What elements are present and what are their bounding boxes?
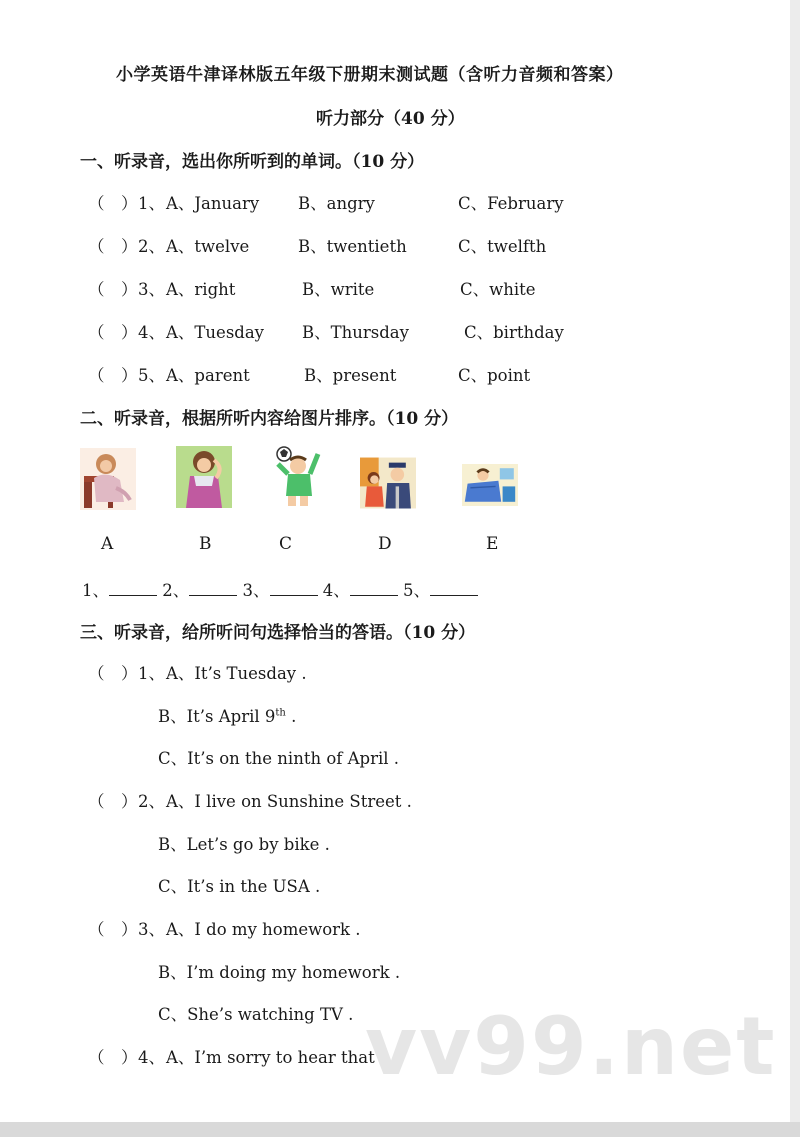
option-b: B、Let’s go by bike . [158, 835, 330, 854]
option-a: A、It’s Tuesday . [166, 664, 307, 683]
answer-bracket[interactable]: （ ） [88, 237, 138, 256]
option-c: C、It’s in the USA . [158, 877, 321, 896]
option-a: A、I do my homework . [166, 920, 361, 939]
option-b: B、Thursday [302, 323, 409, 342]
option-b: B、angry [298, 194, 375, 213]
question-number: 1、 [138, 664, 165, 683]
picture-label-c: C [279, 534, 293, 554]
police-officer-picture [360, 452, 416, 514]
answer-bracket[interactable]: （ ） [88, 194, 138, 213]
blank-label: 4、 [322, 581, 350, 600]
picture-label-d: D [378, 534, 392, 554]
item-number: 3、 [138, 280, 165, 299]
option-b: B、present [304, 366, 397, 385]
option-c: C、She’s watching TV . [158, 1005, 354, 1024]
girl-on-chair-picture [80, 448, 136, 510]
blank-5[interactable] [430, 580, 478, 596]
picture-label-a: A [101, 534, 114, 554]
sick-girl-picture [176, 446, 232, 508]
section2-heading: 二、听录音，根据所听内容给图片排序。（10 分） [80, 409, 459, 429]
blank-4[interactable] [350, 580, 398, 596]
blank-label: 3、 [242, 581, 270, 600]
picture-label-e: E [486, 534, 499, 554]
option-a: A、Tuesday [166, 323, 265, 342]
option-a: A、I’m sorry to hear that ? [166, 1048, 389, 1067]
blank-3[interactable] [270, 580, 318, 596]
option-b: B、It’s April 9th . [158, 707, 297, 726]
ordering-blanks [82, 577, 478, 601]
page-bottom-edge [0, 1122, 800, 1137]
item-number: 5、 [138, 366, 165, 385]
section1-heading: 一、听录音，选出你所听到的单词。（10 分） [80, 152, 425, 172]
option-c: C、It’s on the ninth of April . [158, 749, 400, 768]
question-number: 2、 [138, 792, 165, 811]
item-number: 2、 [138, 237, 165, 256]
answer-bracket[interactable]: （ ） [88, 920, 138, 939]
option-a: A、right [166, 280, 236, 299]
option-c: C、point [458, 366, 531, 385]
option-c: C、white [460, 280, 536, 299]
boy-in-bed-picture [462, 454, 518, 516]
option-a: A、parent [166, 366, 250, 385]
page-edge-shadow [790, 0, 800, 1137]
option-a: A、I live on Sunshine Street . [166, 792, 412, 811]
answer-bracket[interactable]: （ ） [88, 323, 138, 342]
option-c: C、birthday [464, 323, 564, 342]
answer-bracket[interactable]: （ ） [88, 1048, 138, 1067]
blank-2[interactable] [189, 580, 237, 596]
boy-with-ball-picture [270, 444, 326, 506]
option-c: C、February [458, 194, 564, 213]
item-number: 4、 [138, 323, 165, 342]
blank-1[interactable] [109, 580, 157, 596]
site-watermark: vv99.net [365, 1000, 777, 1093]
option-b: B、I’m doing my homework . [158, 963, 401, 982]
question-number: 3、 [138, 920, 165, 939]
part-title: 听力部分（40 分） [316, 109, 465, 129]
option-a: A、twelve [166, 237, 250, 256]
answer-bracket[interactable]: （ ） [88, 664, 138, 683]
option-a: A、January [166, 194, 260, 213]
answer-bracket[interactable]: （ ） [88, 792, 138, 811]
blank-label: 1、 [82, 581, 109, 600]
answer-bracket[interactable]: （ ） [88, 366, 138, 385]
question-number: 4、 [138, 1048, 165, 1067]
document-title: 小学英语牛津译林版五年级下册期末测试题（含听力音频和答案） [116, 65, 624, 85]
option-b: B、write [302, 280, 375, 299]
blank-label: 2、 [162, 581, 190, 600]
option-c: C、twelfth [458, 237, 547, 256]
section3-heading: 三、听录音，给所听问句选择恰当的答语。（10 分） [80, 623, 476, 643]
picture-label-b: B [199, 534, 212, 554]
blank-label: 5、 [403, 581, 430, 600]
item-number: 1、 [138, 194, 165, 213]
option-b: B、twentieth [298, 237, 407, 256]
answer-bracket[interactable]: （ ） [88, 280, 138, 299]
